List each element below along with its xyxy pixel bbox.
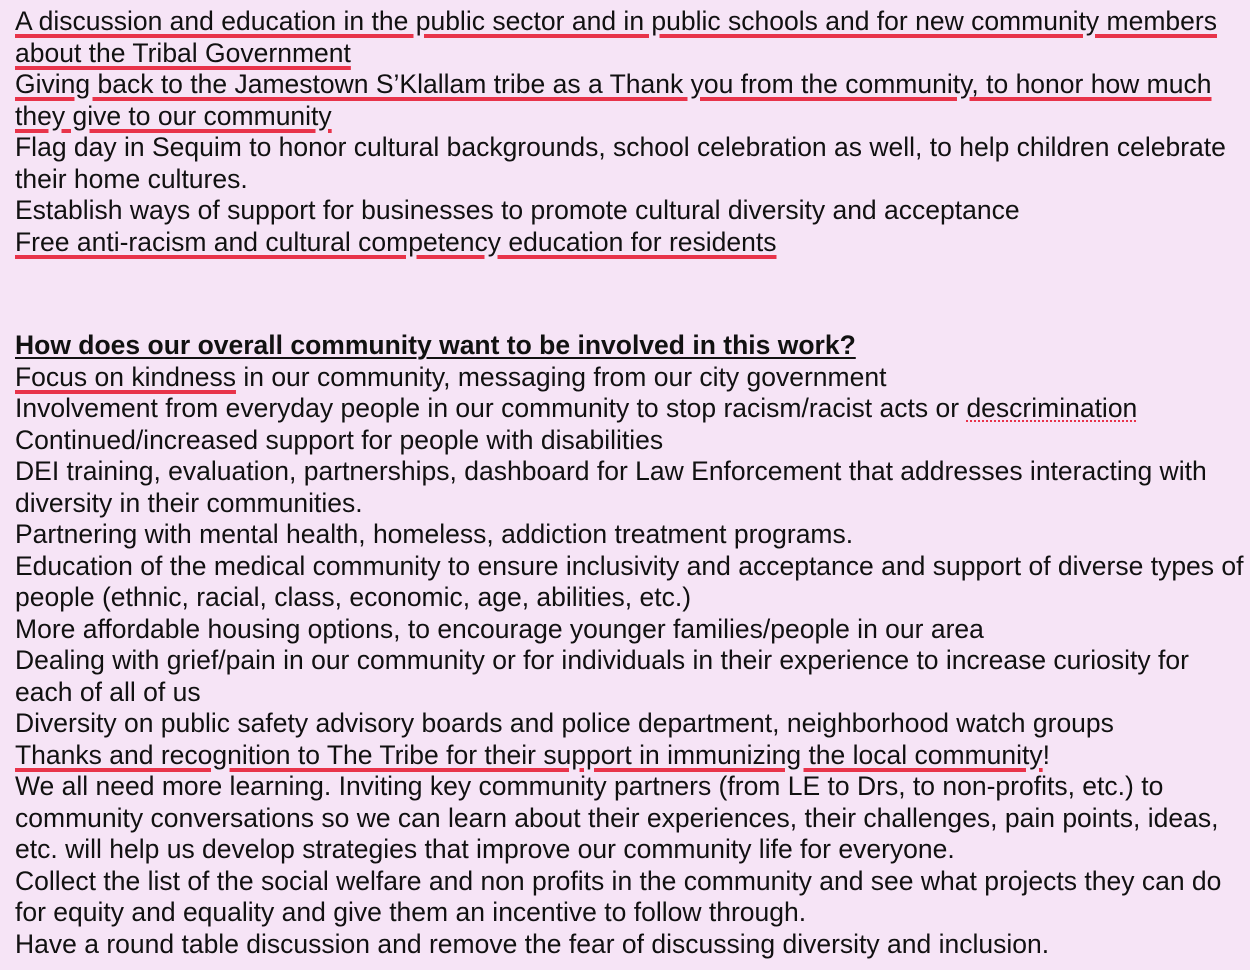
- list-item: Flag day in Sequim to honor cultural backgrounds, school celebration as well, to help children celebrate their home cultures.: [15, 132, 1226, 194]
- list-item: We all need more learning. Inviting key community partners (from LE to Drs, to non-profits, etc.) to community conversations so we can learn about their experiences, their challenges, pain points, ideas, etc. will help us develop strategies that improve our community life for everyone.: [15, 771, 1219, 864]
- highlighted-text: A discussion and education in the public sector and in public schools and for new community members about the Tribal Government: [15, 6, 1217, 68]
- list-item: Dealing with grief/pain in our community or for individuals in their experience to increase curiosity for each of all of us: [15, 645, 1189, 707]
- list-item: More affordable housing options, to encourage younger families/people in our area: [15, 613, 984, 644]
- highlighted-text: Thanks and recognition to The Tribe for their support in immunizing the local community: [15, 739, 1043, 770]
- highlighted-text: Giving back to the Jamestown S’Klallam tribe as a Thank you from the community, to honor how much they give to our community: [15, 69, 1212, 131]
- list-item: [15, 227, 1247, 259]
- highlighted-text: Focus on kindness: [15, 361, 236, 392]
- section-spacer: [15, 258, 1247, 330]
- item-text: Involvement from everyday people in our community to stop racism/racist acts or: [15, 393, 967, 423]
- list-item: Diversity on public safety advisory boards and police department, neighborhood watch groups: [15, 708, 1114, 738]
- list-item: [15, 393, 1247, 425]
- highlighted-text: Free anti-racism and cultural competency education for residents: [15, 226, 777, 257]
- list-item: [15, 740, 1247, 772]
- list-item: Have a round table discussion and remove the fear of discussing diversity and inclusion.: [15, 928, 1050, 959]
- list-item: Continued/increased support for people with disabilities: [15, 424, 664, 455]
- question-heading: How does our overall community want to be involved in this work?: [15, 330, 856, 360]
- list-item: Establish ways of support for businesses to promote cultural diversity and acceptance: [15, 195, 1020, 225]
- list-item: [15, 69, 1247, 132]
- spelling-error-word[interactable]: descrimination: [966, 393, 1138, 423]
- list-item: Partnering with mental health, homeless, addiction treatment programs.: [15, 519, 854, 549]
- document-body: [15, 6, 1247, 960]
- item-text: !: [1042, 739, 1051, 770]
- item-text: in our community, messaging from our city government: [235, 361, 887, 392]
- list-item: [15, 6, 1247, 69]
- section-question: [15, 330, 1247, 362]
- list-item: Collect the list of the social welfare and non profits in the community and see what projects they can do for equity and equality and give them an incentive to follow through.: [15, 865, 1222, 927]
- list-item: DEI training, evaluation, partnerships, dashboard for Law Enforcement that addresses interacting with diversity in their communities.: [15, 456, 1207, 518]
- list-item: [15, 362, 1247, 394]
- list-item: Education of the medical community to ensure inclusivity and acceptance and support of diverse types of people (ethnic, racial, class, economic, age, abilities, etc.): [15, 550, 1244, 612]
